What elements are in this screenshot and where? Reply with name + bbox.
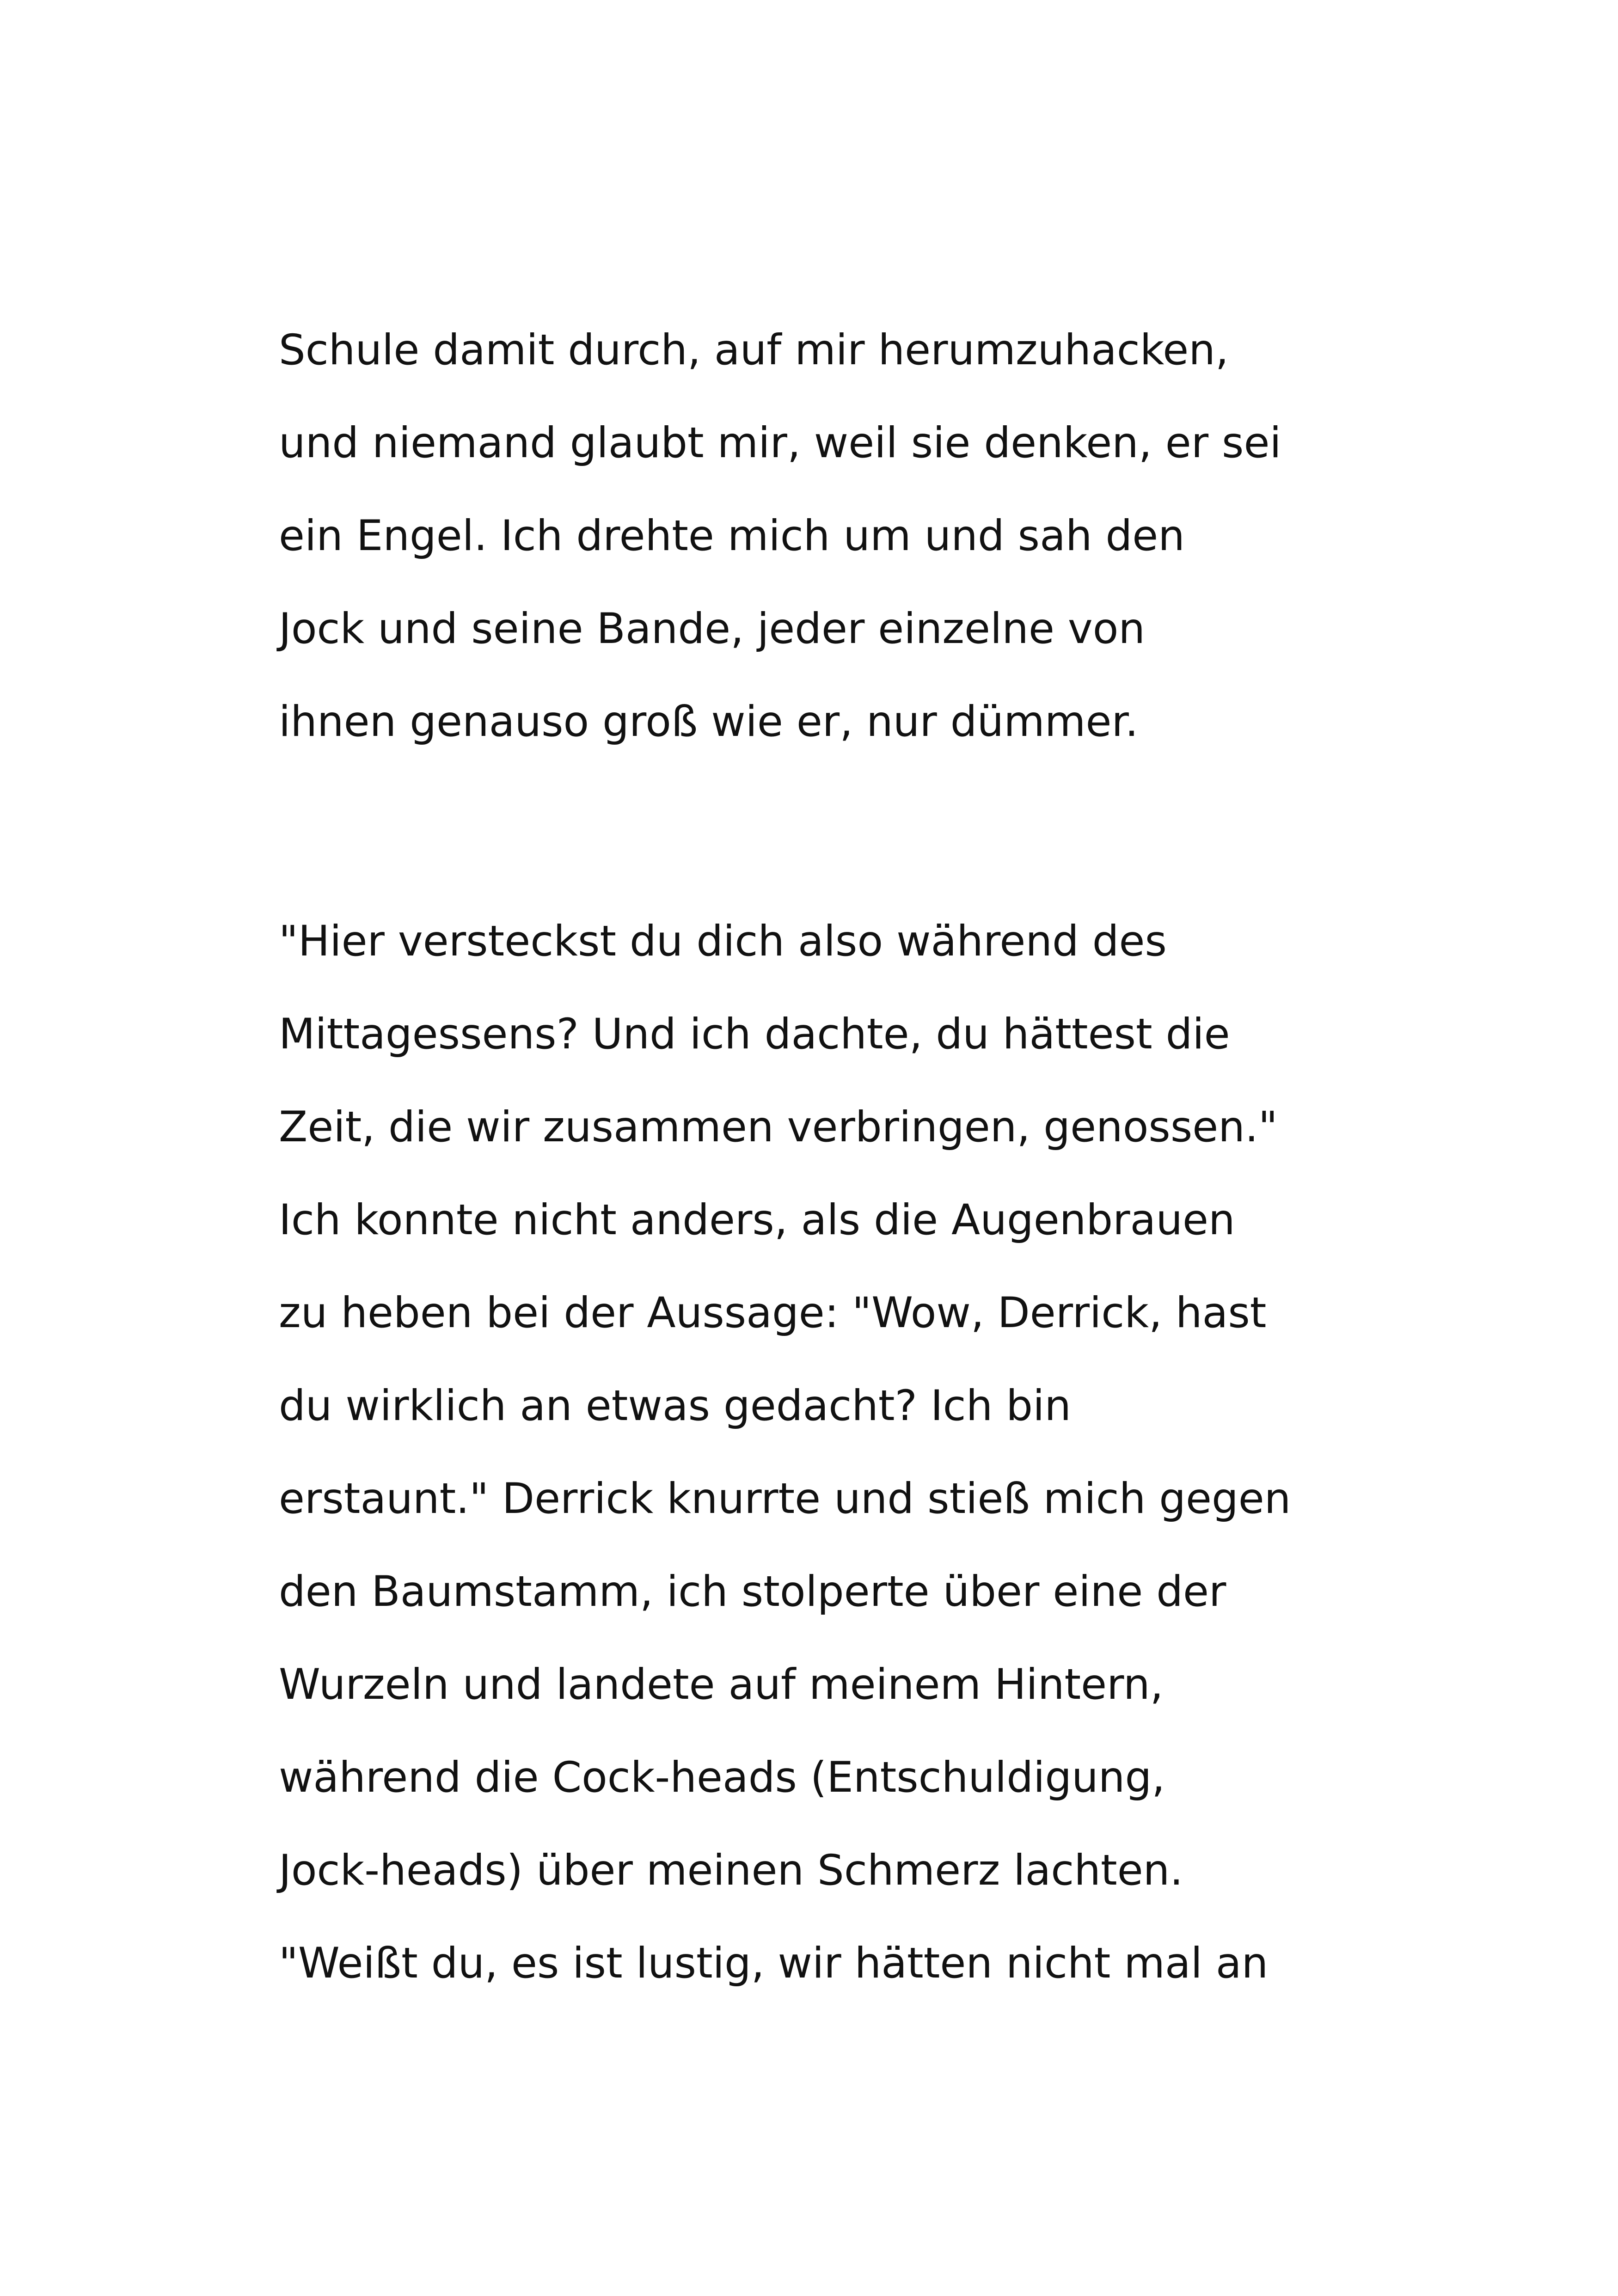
text-line: Jock-heads) über meinen Schmerz lachten. — [279, 1846, 1183, 1895]
text-line: zu heben bei der Aussage: "Wow, Derrick, hast — [279, 1289, 1267, 1337]
text-line: während die Cock-heads (Entschuldigung, — [279, 1753, 1165, 1802]
text-line: den Baumstamm, ich stolperte über eine der — [279, 1567, 1226, 1616]
text-line: erstaunt." Derrick knurrte und stieß mich gegen — [279, 1475, 1291, 1523]
text-line: Schule damit durch, auf mir herumzuhacken, — [279, 326, 1229, 374]
text-line: Jock und seine Bande, jeder einzelne von — [279, 605, 1146, 653]
text-line: und niemand glaubt mir, weil sie denken, er sei — [279, 419, 1281, 467]
text-line: Ich konnte nicht anders, als die Augenbrauen — [279, 1196, 1235, 1244]
text-line: ein Engel. Ich drehte mich um und sah den — [279, 512, 1185, 560]
text-line: Zeit, die wir zusammen verbringen, genossen." — [279, 1103, 1278, 1151]
text-line: Wurzeln und landete auf meinem Hintern, — [279, 1660, 1164, 1709]
text-line: Mittagessens? Und ich dachte, du hättest die — [279, 1010, 1230, 1059]
text-line: du wirklich an etwas gedacht? Ich bin — [279, 1382, 1072, 1430]
paragraph-1 — [279, 304, 1397, 768]
paragraph-2 — [279, 895, 1397, 2010]
text-line: ihnen genauso groß wie er, nur dümmer. — [279, 698, 1139, 746]
text-line: "Hier versteckst du dich also während des — [279, 917, 1167, 966]
text-line: "Weißt du, es ist lustig, wir hätten nicht mal an — [279, 1939, 1269, 1988]
